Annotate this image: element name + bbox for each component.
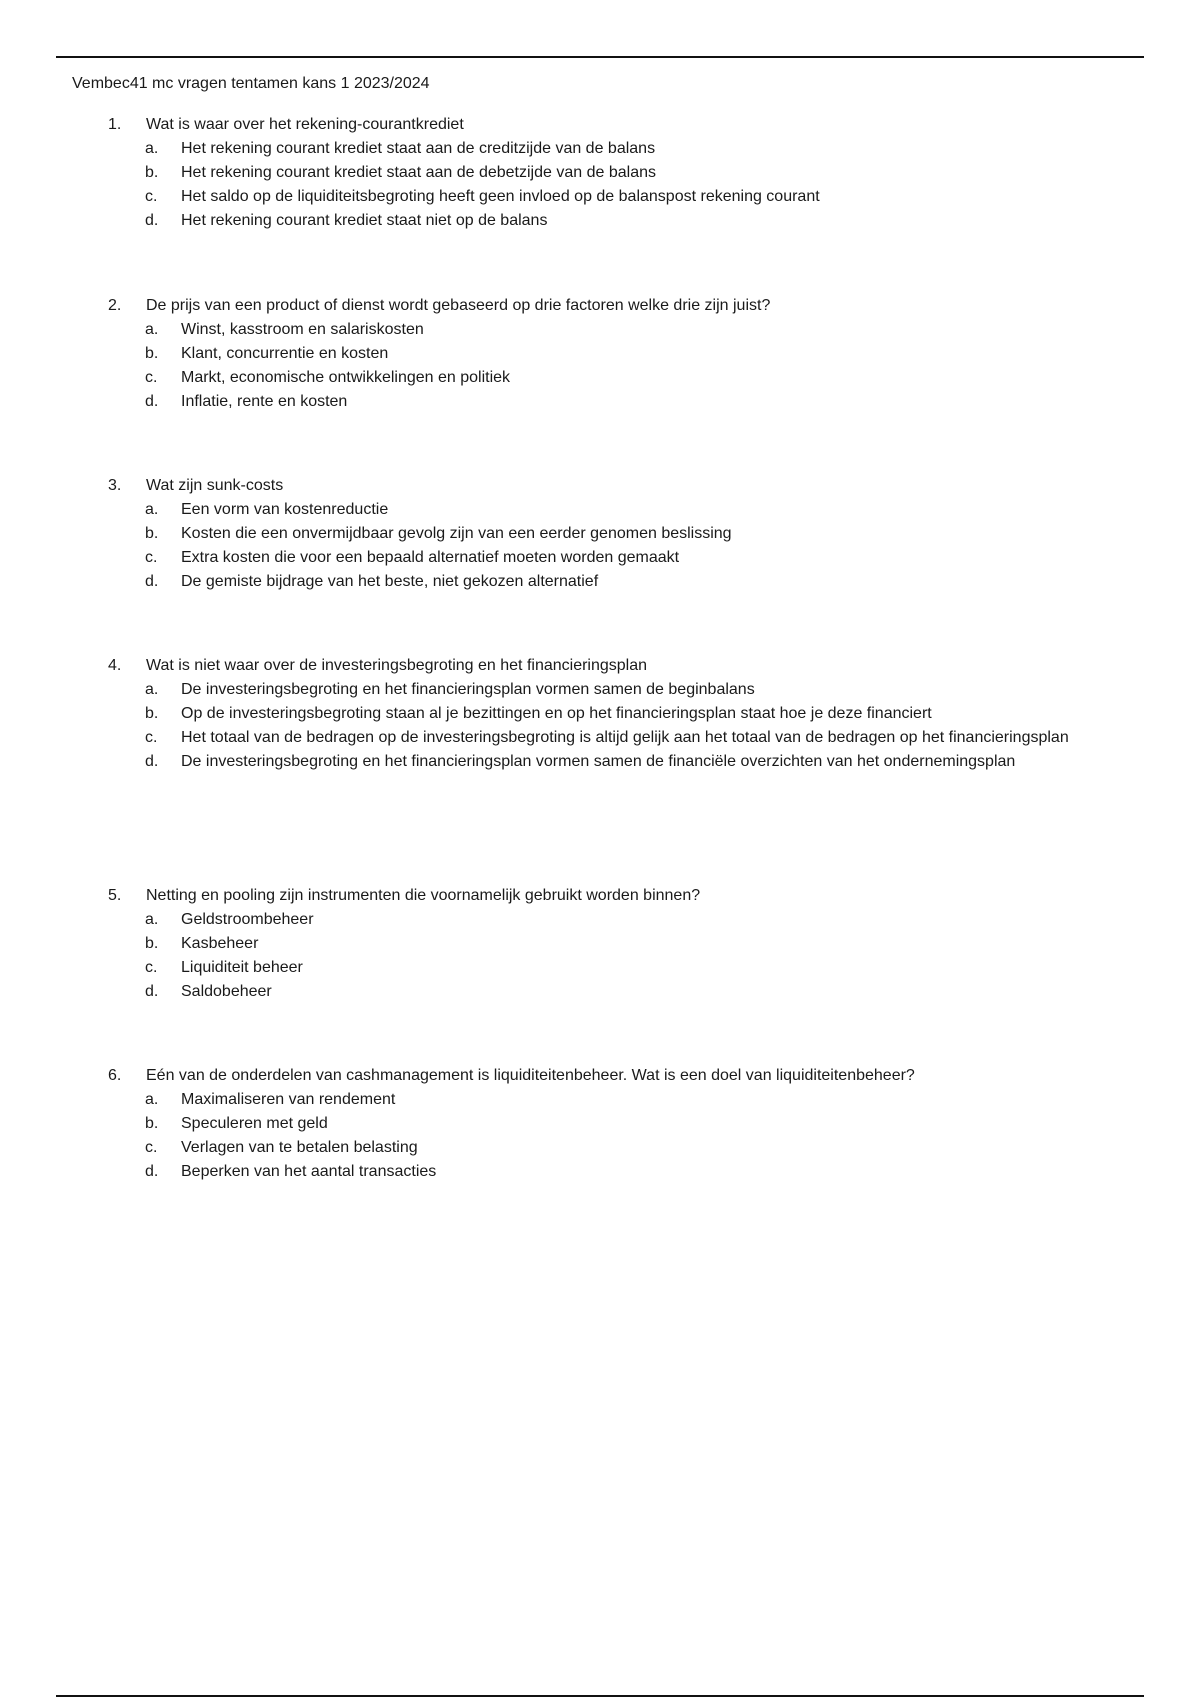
option-text: Liquiditeit beheer: [181, 959, 303, 976]
option-letter: a.: [145, 501, 159, 518]
answer-options: [108, 1088, 1108, 1184]
option-letter: d.: [145, 983, 159, 1000]
answer-option-d: [145, 1160, 1108, 1184]
question-3: [108, 474, 1108, 594]
answer-option-b: [145, 702, 1108, 726]
option-letter: c.: [145, 1139, 158, 1156]
option-text: Klant, concurrentie en kosten: [181, 345, 389, 362]
option-text: Een vorm van kostenreductie: [181, 501, 389, 518]
option-letter: d.: [145, 212, 159, 229]
answer-option-a: [145, 678, 1108, 702]
top-rule: [56, 56, 1144, 58]
option-text: Het rekening courant krediet staat aan de creditzijde van de balans: [181, 140, 656, 157]
answer-option-d: [145, 750, 1108, 774]
question-4: [108, 654, 1108, 774]
answer-options: [108, 318, 1108, 414]
answer-options: [108, 137, 1108, 233]
question-2: [108, 294, 1108, 414]
option-letter: d.: [145, 393, 159, 410]
answer-option-b: [145, 932, 1108, 956]
option-text: Verlagen van te betalen belasting: [181, 1139, 418, 1156]
option-text: Op de investeringsbegroting staan al je bezittingen en op het financieringsplan staat hoe je deze financiert: [181, 705, 932, 722]
answer-option-a: [145, 1088, 1108, 1112]
answer-option-c: [145, 366, 1108, 390]
answer-option-d: [145, 390, 1108, 414]
bottom-rule: [56, 1695, 1144, 1697]
answer-options: [108, 908, 1108, 1004]
question-number: 4.: [108, 657, 122, 674]
answer-option-b: [145, 1112, 1108, 1136]
option-letter: d.: [145, 573, 159, 590]
option-letter: b.: [145, 705, 159, 722]
option-letter: c.: [145, 729, 158, 746]
answer-option-b: [145, 522, 1108, 546]
answer-option-a: [145, 137, 1108, 161]
question-6: [108, 1064, 1108, 1184]
question-number: 1.: [108, 116, 122, 133]
answer-option-c: [145, 1136, 1108, 1160]
option-letter: a.: [145, 1091, 159, 1108]
option-text: De investeringsbegroting en het financieringsplan vormen samen de financiële overzichten van het ondernemingsplan: [181, 753, 1016, 770]
option-text: Beperken van het aantal transacties: [181, 1163, 437, 1180]
answer-option-d: [145, 209, 1108, 233]
question-number: 6.: [108, 1067, 122, 1084]
option-letter: a.: [145, 911, 159, 928]
answer-option-a: [145, 498, 1108, 522]
option-text: Maximaliseren van rendement: [181, 1091, 396, 1108]
answer-option-a: [145, 908, 1108, 932]
option-letter: d.: [145, 1163, 159, 1180]
answer-option-a: [145, 318, 1108, 342]
answer-option-c: [145, 956, 1108, 980]
option-text: Saldobeheer: [181, 983, 272, 1000]
option-text: Geldstroombeheer: [181, 911, 314, 928]
question-text: Wat is waar over het rekening-courantkrediet: [146, 116, 464, 133]
option-text: Kosten die een onvermijdbaar gevolg zijn van een eerder genomen beslissing: [181, 525, 732, 542]
answer-option-d: [145, 570, 1108, 594]
question-1: [108, 113, 1108, 233]
option-text: Het rekening courant krediet staat aan de debetzijde van de balans: [181, 164, 656, 181]
option-letter: c.: [145, 188, 158, 205]
option-letter: c.: [145, 369, 158, 386]
option-text: Het rekening courant krediet staat niet op de balans: [181, 212, 548, 229]
option-letter: b.: [145, 525, 159, 542]
option-text: Inflatie, rente en kosten: [181, 393, 348, 410]
option-letter: a.: [145, 681, 159, 698]
option-text: Het saldo op de liquiditeitsbegroting heeft geen invloed op de balanspost rekening courant: [181, 188, 820, 205]
option-text: De investeringsbegroting en het financieringsplan vormen samen de beginbalans: [181, 681, 755, 698]
question-text: Netting en pooling zijn instrumenten die voornamelijk gebruikt worden binnen?: [146, 887, 701, 904]
document-title: Vembec41 mc vragen tentamen kans 1 2023/2024: [72, 75, 430, 92]
option-text: Het totaal van de bedragen op de investeringsbegroting is altijd gelijk aan het totaal van de bedragen op het financieringsplan: [181, 729, 1069, 746]
answer-option-b: [145, 342, 1108, 366]
question-number: 2.: [108, 297, 122, 314]
option-letter: d.: [145, 753, 159, 770]
answer-options: [108, 498, 1108, 594]
option-text: Speculeren met geld: [181, 1115, 328, 1132]
question-text: Wat zijn sunk-costs: [146, 477, 284, 494]
answer-option-b: [145, 161, 1108, 185]
question-text: De prijs van een product of dienst wordt gebaseerd op drie factoren welke drie zijn juist?: [146, 297, 771, 314]
option-letter: a.: [145, 140, 159, 157]
answer-option-c: [145, 546, 1108, 570]
option-text: Extra kosten die voor een bepaald alternatief moeten worden gemaakt: [181, 549, 680, 566]
option-text: De gemiste bijdrage van het beste, niet gekozen alternatief: [181, 573, 599, 590]
option-letter: c.: [145, 549, 158, 566]
answer-option-c: [145, 726, 1108, 750]
option-letter: a.: [145, 321, 159, 338]
answer-option-c: [145, 185, 1108, 209]
question-text: Wat is niet waar over de investeringsbegroting en het financieringsplan: [146, 657, 648, 674]
option-letter: c.: [145, 959, 158, 976]
option-letter: b.: [145, 345, 159, 362]
option-letter: b.: [145, 1115, 159, 1132]
question-5: [108, 884, 1108, 1004]
answer-option-d: [145, 980, 1108, 1004]
option-text: Kasbeheer: [181, 935, 259, 952]
option-letter: b.: [145, 935, 159, 952]
question-number: 5.: [108, 887, 122, 904]
answer-options: [108, 678, 1108, 774]
option-text: Markt, economische ontwikkelingen en politiek: [181, 369, 511, 386]
question-text: Eén van de onderdelen van cashmanagement is liquiditeitenbeheer. Wat is een doel van liquiditeitenbeheer?: [146, 1067, 915, 1084]
option-text: Winst, kasstroom en salariskosten: [181, 321, 424, 338]
option-letter: b.: [145, 164, 159, 181]
question-number: 3.: [108, 477, 122, 494]
